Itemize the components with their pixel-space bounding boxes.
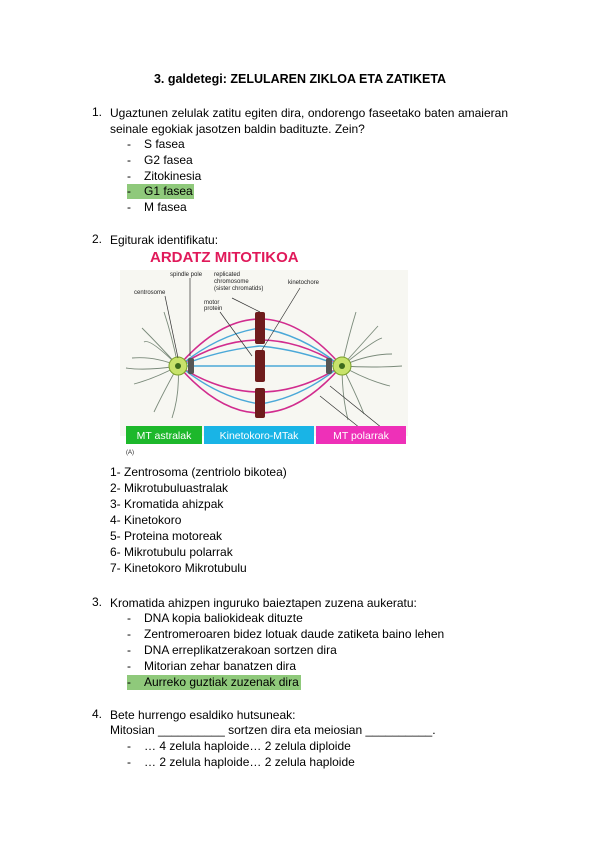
q1-option: - G2 fasea bbox=[127, 153, 193, 167]
question-4-text: Bete hurrengo esaldiko hutsuneak: bbox=[110, 708, 296, 722]
centrosome-right bbox=[333, 357, 351, 375]
chromosomes bbox=[255, 312, 265, 418]
question-2-number: 2. bbox=[92, 232, 103, 246]
label-protein: protein bbox=[204, 306, 223, 312]
label-replicated: replicated bbox=[214, 272, 241, 278]
question-1-number: 1. bbox=[92, 105, 103, 119]
q4-option: - … 2 zelula haploide… 2 zelula haploide bbox=[127, 755, 355, 769]
q3-option: - Zentromeroaren bidez lotuak daude zatiketa baino lehen bbox=[127, 627, 445, 641]
q3-option: - Mitorian zehar banatzen dira bbox=[127, 659, 297, 673]
label-spindle-pole: spindle pole bbox=[170, 272, 203, 278]
answer-item: 6- Mikrotubulu polarrak bbox=[110, 545, 233, 559]
question-3-number: 3. bbox=[92, 595, 103, 609]
page-title: 3. galdetegi: ZELULAREN ZIKLOA ETA ZATIKETA bbox=[153, 72, 447, 86]
q3-option-correct: - Aurreko guztiak zuzenak dira bbox=[127, 675, 301, 690]
label-chromosome: chromosome bbox=[214, 279, 249, 285]
answer-item: 1- Zentrosoma (zentriolo bikotea) bbox=[110, 465, 287, 479]
q3-option: - DNA erreplikatzerakoan sortzen dira bbox=[127, 643, 337, 657]
answer-item: 5- Proteina motoreak bbox=[110, 529, 223, 543]
question-1-text: Ugaztunen zelulak zatitu egiten dira, ondorengo faseetako baten amaieran seinale egokiak jasotzen baldin badituzte. Zein? bbox=[110, 106, 508, 136]
answer-item: 7- Kinetokoro Mikrotubulu bbox=[110, 561, 247, 575]
q1-option: - M fasea bbox=[127, 200, 187, 214]
label-sister: (sister chromatids) bbox=[214, 286, 264, 292]
q1-option: - Zitokinesia bbox=[127, 169, 202, 183]
q3-option: - DNA kopia baliokideak dituzte bbox=[127, 611, 303, 625]
mitotic-spindle-figure bbox=[120, 246, 410, 460]
label-motor: motor bbox=[204, 300, 220, 306]
question-4-number: 4. bbox=[92, 707, 103, 721]
q4-option: - … 4 zelula haploide… 2 zelula diploide bbox=[127, 739, 351, 753]
answer-item: 2- Mikrotubuluastralak bbox=[110, 481, 229, 495]
label-kinetochore: kinetochore bbox=[288, 280, 320, 286]
panel-label: (A) bbox=[126, 450, 134, 456]
question-2-text: Egiturak identifikatu: bbox=[110, 233, 219, 247]
answer-item: 4- Kinetokoro bbox=[110, 513, 182, 527]
figure-title: ARDATZ MITOTIKOA bbox=[150, 249, 299, 266]
question-3-text: Kromatida ahizpen inguruko baieztapen zuzena aukeratu: bbox=[110, 596, 417, 610]
legend-mt-astralak: MT astralak bbox=[136, 430, 192, 442]
question-4-sentence: Mitosian __________ sortzen dira eta meiosian __________. bbox=[110, 723, 436, 737]
q1-option: - S fasea bbox=[127, 137, 185, 151]
q1-option-correct: - G1 fasea bbox=[127, 184, 193, 198]
centrosome-left bbox=[169, 357, 187, 375]
legend-kinetokoro-mtak: Kinetokoro-MTak bbox=[219, 430, 299, 442]
label-centrosome: centrosome bbox=[134, 290, 166, 296]
answer-item: 3- Kromatida ahizpak bbox=[110, 497, 224, 511]
legend-mt-polarrak: MT polarrak bbox=[333, 430, 389, 442]
legend bbox=[126, 426, 406, 444]
